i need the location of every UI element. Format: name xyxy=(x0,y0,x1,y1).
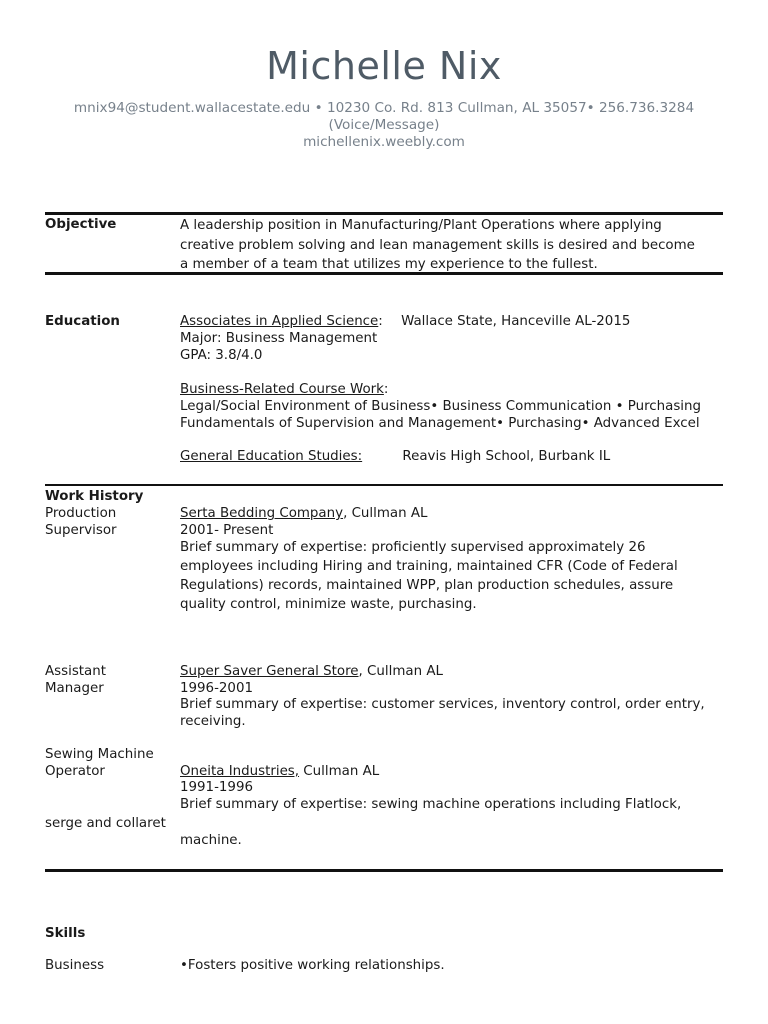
work-history-label: Work History xyxy=(45,489,144,504)
coursework-separator: : xyxy=(383,382,389,397)
objective-label: Objective xyxy=(45,217,117,232)
company-location: Cullman AL xyxy=(299,764,380,779)
gen-ed-title: General Education Studies: xyxy=(180,449,363,464)
job-dates: 2001- Present xyxy=(180,523,274,538)
coursework-title: Business-Related Course Work xyxy=(180,382,384,397)
skill-category: Business xyxy=(45,958,105,973)
education-major: Major: Business Management xyxy=(180,331,378,346)
objective-line: creative problem solving and lean management skills is desired and become xyxy=(180,237,695,253)
summary-line: receiving. xyxy=(180,714,246,729)
objective-bottom-rule xyxy=(45,272,723,275)
work-bottom-rule xyxy=(45,869,723,872)
gen-ed-line xyxy=(180,448,725,465)
company-name: Serta Bedding Company xyxy=(180,506,344,521)
job-title-line: Supervisor xyxy=(45,523,117,538)
skill-item: •Fosters positive working relationships. xyxy=(180,958,445,973)
education-degree-line xyxy=(180,313,725,330)
summary-line: Brief summary of expertise: customer services, inventory control, order entry, xyxy=(180,697,705,712)
job-company-line xyxy=(180,505,725,522)
summary-line: Brief summary of expertise: proficiently supervised approximately 26 xyxy=(180,540,646,555)
coursework-line: Fundamentals of Supervision and Management• Purchasing• Advanced Excel xyxy=(180,416,700,431)
job-summary xyxy=(180,696,725,730)
job-title-line: Assistant xyxy=(45,664,107,679)
objective-line: a member of a team that utilizes my experience to the fullest. xyxy=(180,257,598,272)
degree-separator: : xyxy=(378,314,383,329)
degree-school: Wallace State, Hanceville AL-2015 xyxy=(401,314,631,329)
gen-ed-school: Reavis High School, Burbank IL xyxy=(402,449,611,464)
job-company-line xyxy=(180,663,725,680)
job-title xyxy=(45,663,106,697)
job-dates: 1996-2001 xyxy=(180,681,253,696)
job-title-line: Production xyxy=(45,506,117,521)
objective-top-rule xyxy=(45,212,723,215)
job-summary-line: machine. xyxy=(180,833,242,848)
job-title xyxy=(45,505,117,539)
resume-name: Michelle Nix xyxy=(266,44,502,88)
job-summary-line: Brief summary of expertise: sewing machine operations including Flatlock, xyxy=(180,797,682,812)
coursework-line: Legal/Social Environment of Business• Business Communication • Purchasing xyxy=(180,399,702,414)
education-label: Education xyxy=(45,314,120,329)
job-dates: 1991-1996 xyxy=(180,780,253,795)
company-location: , Cullman AL xyxy=(358,664,443,679)
skills-label: Skills xyxy=(45,926,86,941)
summary-line: employees including Hiring and training, maintained CFR (Code of Federal xyxy=(180,559,678,574)
job-title-continuation: serge and collaret xyxy=(45,816,166,831)
coursework-heading xyxy=(180,381,725,398)
education-gpa: GPA: 3.8/4.0 xyxy=(180,348,263,363)
job-summary xyxy=(180,538,725,614)
objective-text xyxy=(180,216,725,275)
objective-line: A leadership position in Manufacturing/Plant Operations where applying xyxy=(180,218,662,233)
summary-line: quality control, minimize waste, purchasing. xyxy=(180,597,477,612)
contact-line: mnix94@student.wallacestate.edu • 10230 Co. Rd. 813 Cullman, AL 35057• 256.736.3284 xyxy=(73,100,695,116)
contact-voice-note: (Voice/Message) xyxy=(328,117,440,133)
job-title xyxy=(45,746,154,780)
website-link[interactable]: michellenix.weebly.com xyxy=(303,134,465,150)
company-name: Super Saver General Store xyxy=(180,664,359,679)
summary-line: Regulations) records, maintained WPP, plan production schedules, assure xyxy=(180,578,674,593)
job-title-line: Operator xyxy=(45,764,105,779)
job-company-line xyxy=(180,763,725,780)
work-top-rule xyxy=(45,484,723,486)
job-title-line: Manager xyxy=(45,681,104,696)
company-location: , Cullman AL xyxy=(343,506,428,521)
degree-title: Associates in Applied Science xyxy=(180,314,379,329)
company-name: Oneita Industries, xyxy=(180,764,300,779)
job-title-line: Sewing Machine xyxy=(45,747,154,762)
